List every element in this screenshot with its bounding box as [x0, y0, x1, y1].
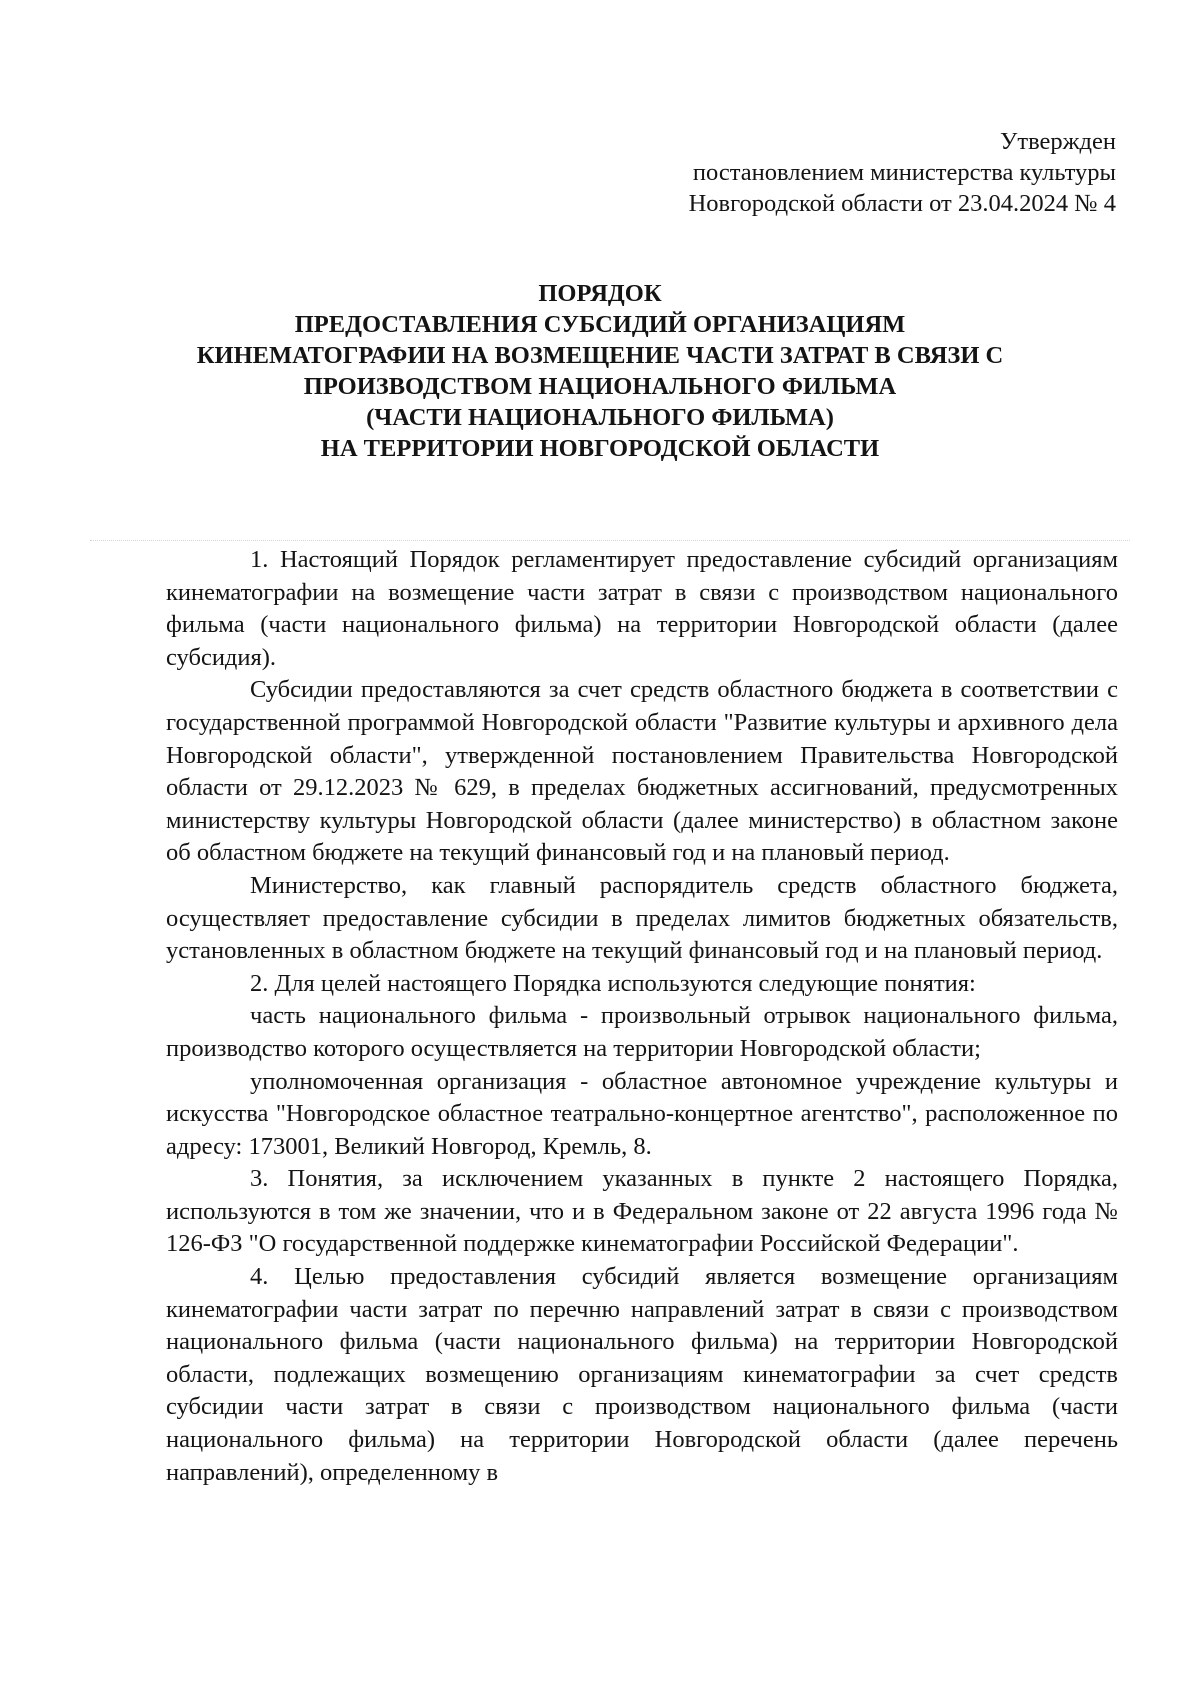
scan-artifact-line	[90, 540, 1130, 541]
document-title	[120, 278, 1080, 464]
title-line-4: ПРОИЗВОДСТВОМ НАЦИОНАЛЬНОГО ФИЛЬМА	[303, 373, 897, 400]
paragraph-4: 2. Для целей настоящего Порядка используются следующие понятия:	[250, 969, 976, 997]
title-line-2: ПРЕДОСТАВЛЕНИЯ СУБСИДИЙ ОРГАНИЗАЦИЯМ	[294, 311, 906, 338]
title-line-5: (ЧАСТИ НАЦИОНАЛЬНОГО ФИЛЬМА)	[366, 404, 834, 431]
paragraph-5: часть национального фильма - произвольный отрывок национального фильма, производство которого осуществляется на территории Новгородской области;	[166, 1002, 1118, 1062]
title-line-1: ПОРЯДОК	[538, 280, 662, 307]
title-line-3: КИНЕМАТОГРАФИИ НА ВОЗМЕЩЕНИЕ ЧАСТИ ЗАТРАТ В СВЯЗИ С	[196, 342, 1004, 369]
title-line-6: НА ТЕРРИТОРИИ НОВГОРОДСКОЙ ОБЛАСТИ	[320, 435, 880, 462]
paragraph-7: 3. Понятия, за исключением указанных в пункте 2 настоящего Порядка, используются в том же значении, что и в Федеральном законе от 22 августа 1996 года № 126-ФЗ "О государственной поддержке кинематографии Российской Федерации".	[166, 1165, 1118, 1258]
paragraph-6: уполномоченная организация - областное автономное учреждение культуры и искусства "Новгородское областное театрально-концертное агентство", расположенное по адресу: 173001, Великий Новгород, Кремль, 8.	[166, 1067, 1118, 1160]
paragraph-1: 1. Настоящий Порядок регламентирует предоставление субсидий организациям кинематографии на возмещение части затрат в связи с производством национального фильма (части национального фильма) на территории Новгородской области (далее субсидия).	[166, 546, 1118, 671]
approval-line-1: Утвержден	[1000, 128, 1116, 155]
document-body	[166, 544, 1118, 1489]
paragraph-3: Министерство, как главный распорядитель средств областного бюджета, осуществляет предоставление субсидии в пределах лимитов бюджетных обязательств, установленных в областном бюджете на текущий финансовый год и на плановый период.	[166, 871, 1118, 965]
paragraph-2: Субсидии предоставляются за счет средств областного бюджета в соответствии с государственной программой Новгородской области "Развитие культуры и архивного дела Новгородской области", утвержденной постановлением Правительства Новгородской области от 29.12.2023 № 629, в пределах бюджетных ассигнований, предусмотренных министерству культуры Новгородской области (далее министерство) в областном законе об областном бюджете на текущий финансовый год и на плановый период.	[166, 676, 1118, 867]
approval-line-2: постановлением министерства культуры	[692, 159, 1116, 186]
paragraph-8: 4. Целью предоставления субсидий является возмещение организациям кинематографии части затрат по перечню направлений затрат в связи с производством национального фильма (части национального фильма) на территории Новгородской области, подлежащих возмещению организациям кинематографии за счет средств субсидии части затрат в связи с производством национального фильма (части национального фильма) на территории Новгородской области (далее перечень направлений), определенному в	[166, 1263, 1118, 1486]
approval-stamp	[689, 126, 1116, 219]
approval-line-3: Новгородской области от 23.04.2024 № 4	[688, 190, 1116, 217]
